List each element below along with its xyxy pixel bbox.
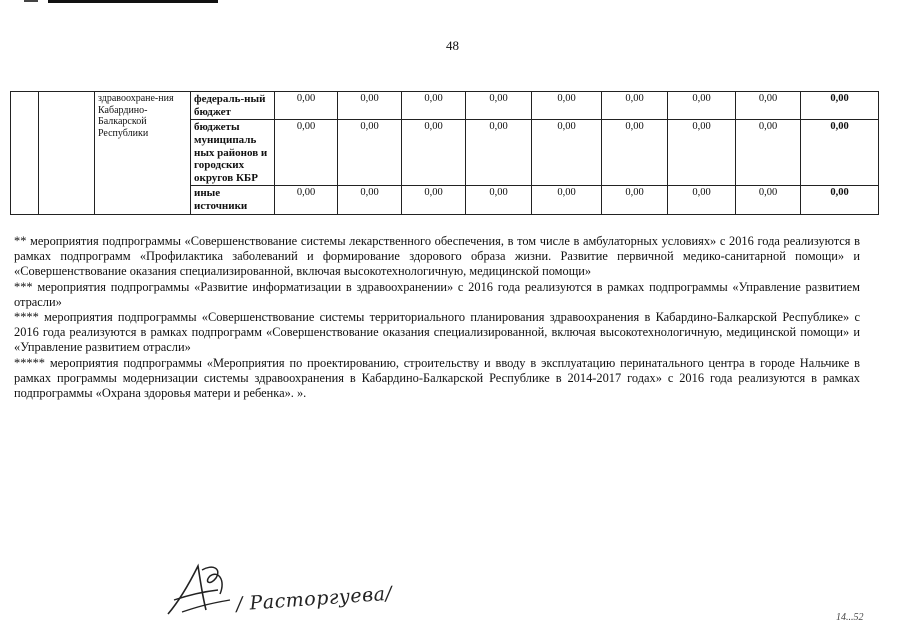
value-cell: 0,00 (668, 92, 736, 120)
page-number: 48 (446, 38, 459, 53)
funding-source-cell: бюджеты муниципаль ных районов и городских округов КБР (191, 120, 275, 186)
footnote: ** мероприятия подпрограммы «Совершенствование системы лекарственного обеспечения, в том числе в амбулаторных условиях» с 2016 года реализуются в рамках подпрограмм «Профилактика заболеваний и формирование здорового образа жизни. Развитие первичной медико-санитарной помощи» и «Совершенствование оказания специализированной, включая высокотехнологичную, медицинской помощи» (14, 234, 860, 279)
value-cell: 0,00 (338, 120, 402, 186)
total-cell: 0,00 (801, 92, 879, 120)
footnote: ***** мероприятия подпрограммы «Мероприятия по проектированию, строительству и вводу в эксплуатацию перинатального центра в городе Нальчике в рамках программы модернизации системы здравоохранения в Кабардино-Балкарской Республике в 2014-2017 годах» с 2016 года реализуются в рамках подпрограммы «Охрана здоровья матери и ребенка». ». (14, 355, 860, 401)
footnote: *** мероприятия подпрограммы «Развитие информатизации в здравоохранении» с 2016 года реализуются в рамках подпрограммы «Управление развитием отрасли» (14, 279, 860, 309)
signature-icon (160, 560, 240, 620)
value-cell: 0,00 (602, 92, 668, 120)
value-cell: 0,00 (402, 120, 466, 186)
value-cell: 0,00 (275, 120, 338, 186)
value-cell: 0,00 (736, 92, 801, 120)
signature-name: / Расторгуева/ (235, 582, 394, 616)
footnotes (14, 234, 860, 401)
value-cell: 0,00 (466, 186, 532, 214)
total-cell: 0,00 (801, 186, 879, 214)
funding-source-cell: федераль-ный бюджет (191, 92, 275, 120)
scan-artifact (24, 0, 38, 2)
value-cell: 0,00 (602, 186, 668, 214)
scan-artifact (48, 0, 218, 3)
signature-scribble (160, 560, 240, 625)
value-cell: 0,00 (338, 186, 402, 214)
total-cell: 0,00 (801, 120, 879, 186)
value-cell: 0,00 (736, 120, 801, 186)
value-cell: 0,00 (466, 92, 532, 120)
value-cell: 0,00 (736, 186, 801, 214)
value-cell: 0,00 (602, 120, 668, 186)
table-cell-empty (39, 92, 95, 215)
value-cell: 0,00 (275, 186, 338, 214)
footnote: **** мероприятия подпрограммы «Совершенствование системы территориального планирования здравоохранения в Кабардино-Балкарской Республике» с 2016 года реализуются в рамках подпрограмм «Совершенствование оказания специализированной, включая высокотехнологичную, медицинской помощи» и «Управление развитием отрасли» (14, 310, 860, 355)
corner-mark: 14...52 (836, 612, 864, 623)
value-cell: 0,00 (402, 92, 466, 120)
value-cell: 0,00 (275, 92, 338, 120)
value-cell: 0,00 (402, 186, 466, 214)
value-cell: 0,00 (532, 186, 602, 214)
table-row (11, 92, 879, 120)
funding-source-cell: иные источники (191, 186, 275, 214)
organization-cell: здравоохране-ния Кабардино-Балкарской Республики (95, 92, 191, 215)
table-cell-empty (11, 92, 39, 215)
value-cell: 0,00 (668, 186, 736, 214)
value-cell: 0,00 (466, 120, 532, 186)
value-cell: 0,00 (532, 120, 602, 186)
value-cell: 0,00 (338, 92, 402, 120)
budget-table (10, 91, 879, 215)
value-cell: 0,00 (668, 120, 736, 186)
value-cell: 0,00 (532, 92, 602, 120)
